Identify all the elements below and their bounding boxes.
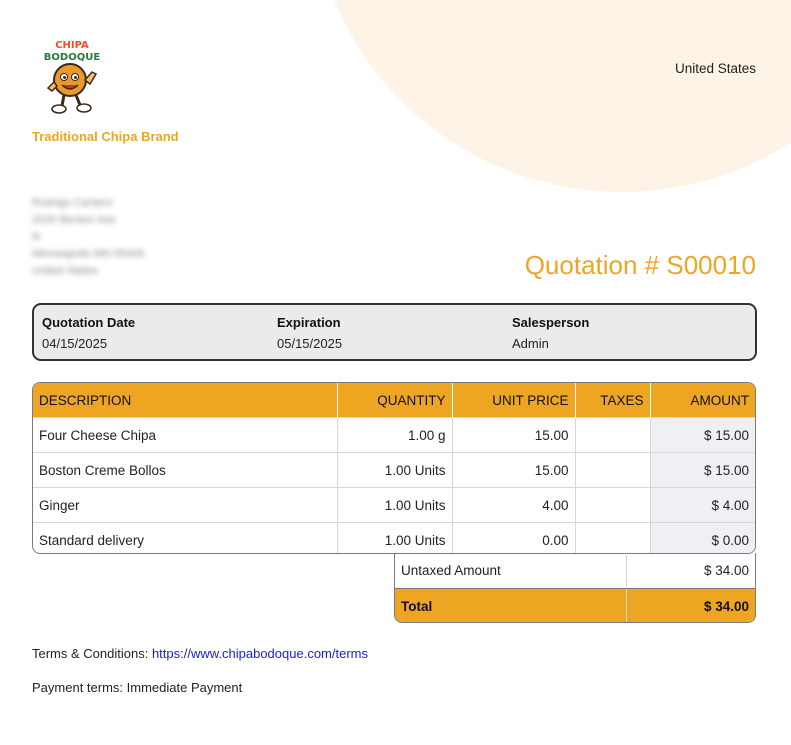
cell-unit-price: 15.00 (452, 453, 575, 488)
salesperson-label: Salesperson (512, 315, 590, 330)
terms-and-conditions (32, 646, 368, 661)
column-header-amount: AMOUNT (650, 383, 755, 418)
cell-description: Standard delivery (33, 523, 337, 555)
expiration-label: Expiration (277, 315, 341, 330)
totals-box (394, 553, 756, 623)
cell-amount: $ 4.00 (650, 488, 755, 523)
company-logo (40, 38, 104, 120)
untaxed-amount-label: Untaxed Amount (395, 553, 627, 588)
cell-unit-price: 4.00 (452, 488, 575, 523)
address-line: 2020 Benton Ave (32, 214, 116, 226)
address-line: N (32, 231, 40, 243)
cell-quantity: 1.00 Units (337, 523, 452, 555)
terms-link[interactable]: https://www.chipabodoque.com/terms (151, 646, 368, 661)
cell-description: Four Cheese Chipa (33, 418, 337, 453)
company-tagline: Traditional Chipa Brand (32, 129, 179, 144)
cell-amount: $ 0.00 (650, 523, 755, 555)
cell-quantity: 1.00 Units (337, 453, 452, 488)
cell-taxes (575, 488, 650, 523)
cell-unit-price: 0.00 (452, 523, 575, 555)
order-lines-table (32, 382, 756, 554)
address-line: United States (32, 265, 99, 277)
customer-address-blurred (32, 195, 145, 280)
total-value: $ 34.00 (703, 598, 749, 614)
address-line: Minneapolis MN 55406 (32, 248, 145, 260)
cell-unit-price: 15.00 (452, 418, 575, 453)
cell-taxes (575, 453, 650, 488)
quotation-date-label: Quotation Date (42, 315, 136, 330)
quotation-date-block (42, 315, 135, 351)
company-country: United States (674, 61, 756, 76)
untaxed-amount-row (395, 553, 755, 588)
table-row (33, 453, 755, 488)
table-header-row (33, 383, 755, 418)
expiration-value: 05/15/2025 (277, 336, 343, 351)
column-header-quantity: QUANTITY (337, 383, 452, 418)
document-title: Quotation # S00010 (524, 250, 756, 280)
quotation-date-value: 04/15/2025 (42, 336, 108, 351)
cell-description: Boston Creme Bollos (33, 453, 337, 488)
decorative-background-circle (312, 0, 791, 192)
salesperson-value: Admin (512, 336, 549, 351)
svg-text:CHIPA: CHIPA (55, 40, 89, 51)
table-row (33, 523, 755, 555)
table-row (33, 418, 755, 453)
cell-quantity: 1.00 g (337, 418, 452, 453)
address-line: Rodrigo Cantero (32, 197, 113, 209)
cell-amount: $ 15.00 (650, 418, 755, 453)
expiration-block (277, 315, 342, 351)
table-row (33, 488, 755, 523)
terms-label: Terms & Conditions: (32, 646, 152, 661)
salesperson-block (512, 315, 589, 351)
cell-description: Ginger (33, 488, 337, 523)
total-label: Total (395, 589, 627, 623)
total-row (395, 588, 755, 623)
cell-taxes (575, 523, 650, 555)
payment-terms: Payment terms: Immediate Payment (32, 680, 243, 695)
cell-taxes (575, 418, 650, 453)
svg-text:BODOQUE: BODOQUE (43, 52, 101, 63)
column-header-taxes: TAXES (575, 383, 650, 418)
cell-amount: $ 15.00 (650, 453, 755, 488)
chipa-mascot-logo (40, 38, 104, 120)
column-header-unit-price: UNIT PRICE (452, 383, 575, 418)
untaxed-amount-value: $ 34.00 (703, 563, 749, 578)
quotation-info-box (32, 303, 757, 361)
cell-quantity: 1.00 Units (337, 488, 452, 523)
column-header-description: DESCRIPTION (33, 383, 337, 418)
